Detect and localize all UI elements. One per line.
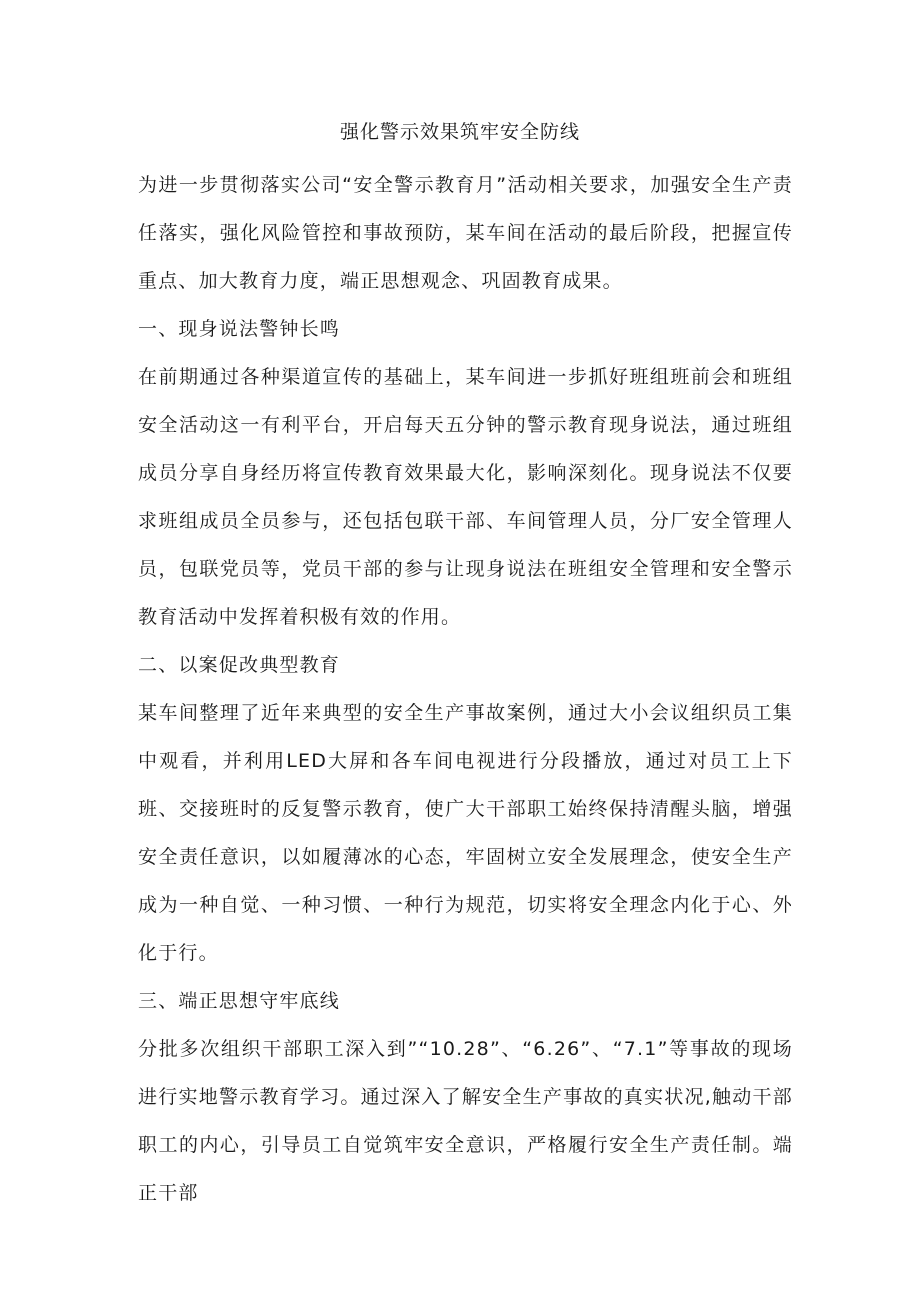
section-heading-1: 一、现身说法警钟长鸣 bbox=[138, 318, 341, 340]
section-body-2: 某车间整理了近年来典型的安全生产事故案例，通过大小会议组织员工集中观看，并利用LED大屏和各车间电视进行分段播放，通过对员工上下班、交接班时的反复警示教育，使广大干部职工始终保持清醒头脑，增强安全责任意识，以如履薄冰的心态，牢固树立安全发展理念，使安全生产成为一种自觉、一种习惯、一种行为规范，切实将安全理念内化于心、外化于行。 bbox=[138, 702, 793, 964]
intro-paragraph: 为进一步贯彻落实公司“安全警示教育月”活动相关要求，加强安全生产责任落实，强化风险管控和事故预防，某车间在活动的最后阶段，把握宣传重点、加大教育力度，端正思想观念、巩固教育成果。 bbox=[138, 174, 793, 292]
section-heading-2: 二、以案促改典型教育 bbox=[138, 654, 341, 676]
document-body bbox=[138, 161, 793, 1217]
section-body-1: 在前期通过各种渠道宣传的基础上，某车间进一步抓好班组班前会和班组安全活动这一有利平台，开启每天五分钟的警示教育现身说法，通过班组成员分享自身经历将宣传教育效果最大化，影响深刻化。现身说法不仅要求班组成员全员参与，还包括包联干部、车间管理人员，分厂安全管理人员，包联党员等，党员干部的参与让现身说法在班组安全管理和安全警示教育活动中发挥着积极有效的作用。 bbox=[138, 366, 793, 628]
section-heading-3: 三、端正思想守牢底线 bbox=[138, 990, 341, 1012]
document-title: 强化警示效果筑牢安全防线 bbox=[339, 121, 580, 143]
section-body-3: 分批多次组织干部职工深入到”“10.28”、“6.26”、“7.1”等事故的现场进行实地警示教育学习。通过深入了解安全生产事故的真实状况,触动干部职工的内心，引导员工自觉筑牢安全意识，严格履行安全生产责任制。端正干部 bbox=[138, 1038, 793, 1204]
